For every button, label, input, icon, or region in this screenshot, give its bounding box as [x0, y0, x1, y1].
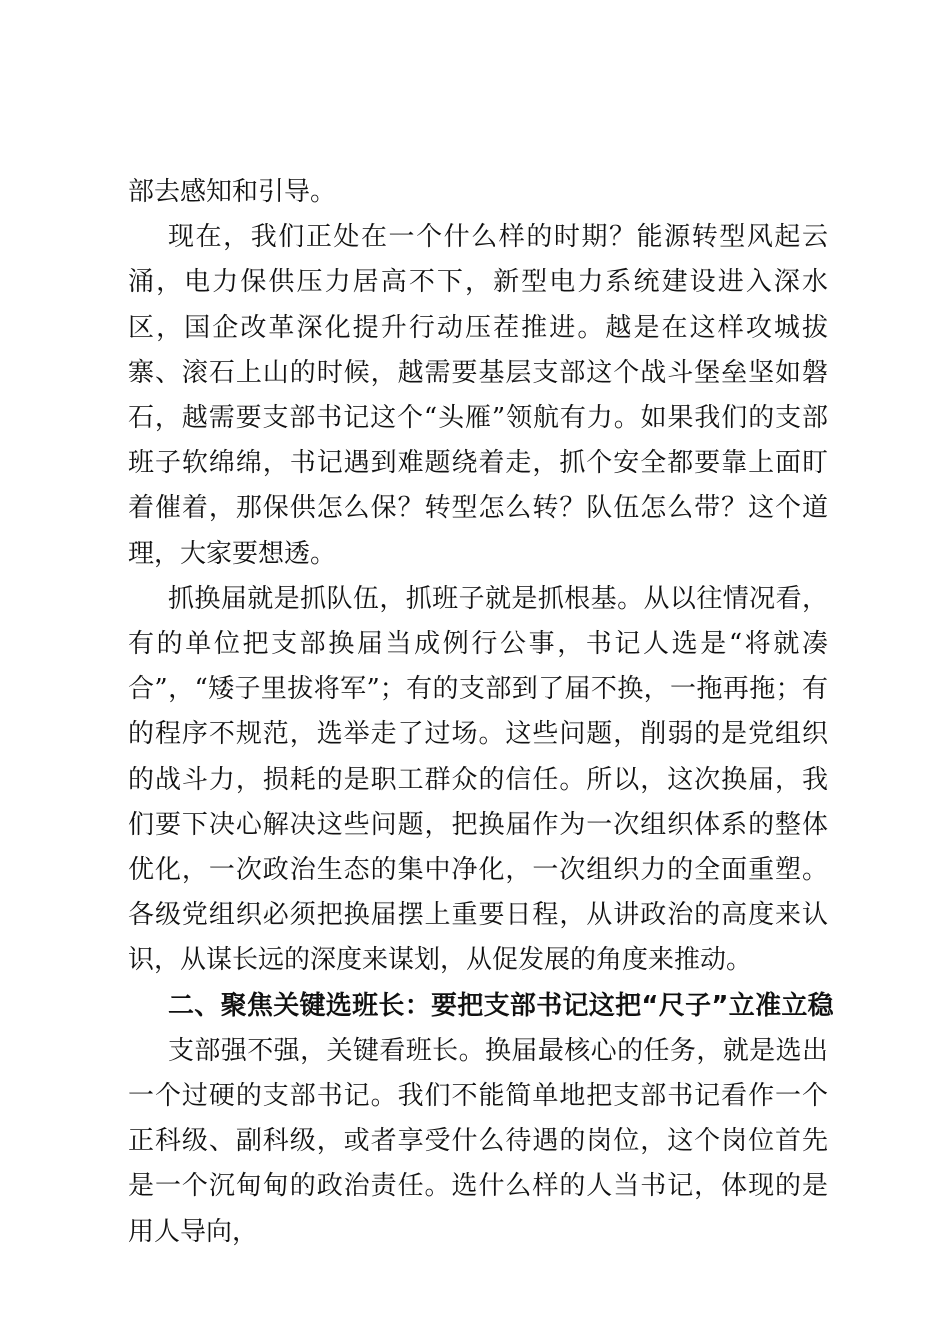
paragraph-continuation: 部去感知和引导。 — [128, 177, 337, 207]
paragraph-election-team: 抓换届就是抓队伍，抓班子就是抓根基。从以往情况看，有的单位把支部换届当成例行公事，书记人选是“将就凑合”，“矮子里拔将军”；有的支部到了届不换，一拖再拖；有的程序不规范，选举走了过场。这些问题，削弱的是党组织的战斗力，损耗的是职工群众的信任。所以，这次换届，我们要下决心解决这些问题，把换届作为一次组织体系的整体优化，一次政治生态的集中净化，一次组织力的全面重塑。各级党组织必须把换届摆上重要日程，从讲政治的高度来认识，从谋长远的深度来谋划，从促发展的角度来推动。 — [128, 583, 828, 976]
section-heading: 二、聚焦关键选班长：要把支部书记这把“尺子”立准立稳 — [168, 990, 834, 1021]
paragraph-current-period: 现在，我们正处在一个什么样的时期？能源转型风起云涌，电力保供压力居高不下，新型电力系统建设进入深水区，国企改革深化提升行动压茬推进。越是在这样攻城拔寨、滚石上山的时候，越需要基层支部这个战斗堡垒坚如磐石，越需要支部书记这个“头雁”领航有力。如果我们的支部班子软绵绵，书记遇到难题绕着走，抓个安全都要靠上面盯着催着，那保供怎么保？转型怎么转？队伍怎么带？这个道理，大家要想透。 — [128, 222, 828, 569]
document-body — [128, 170, 834, 1255]
paragraph-branch-secretary: 支部强不强，关键看班长。换届最核心的任务，就是选出一个过硬的支部书记。我们不能简单地把支部书记看作一个正科级、副科级，或者享受什么待遇的岗位，这个岗位首先是一个沉甸甸的政治责任。选什么样的人当书记，体现的是用人导向， — [128, 1035, 828, 1247]
